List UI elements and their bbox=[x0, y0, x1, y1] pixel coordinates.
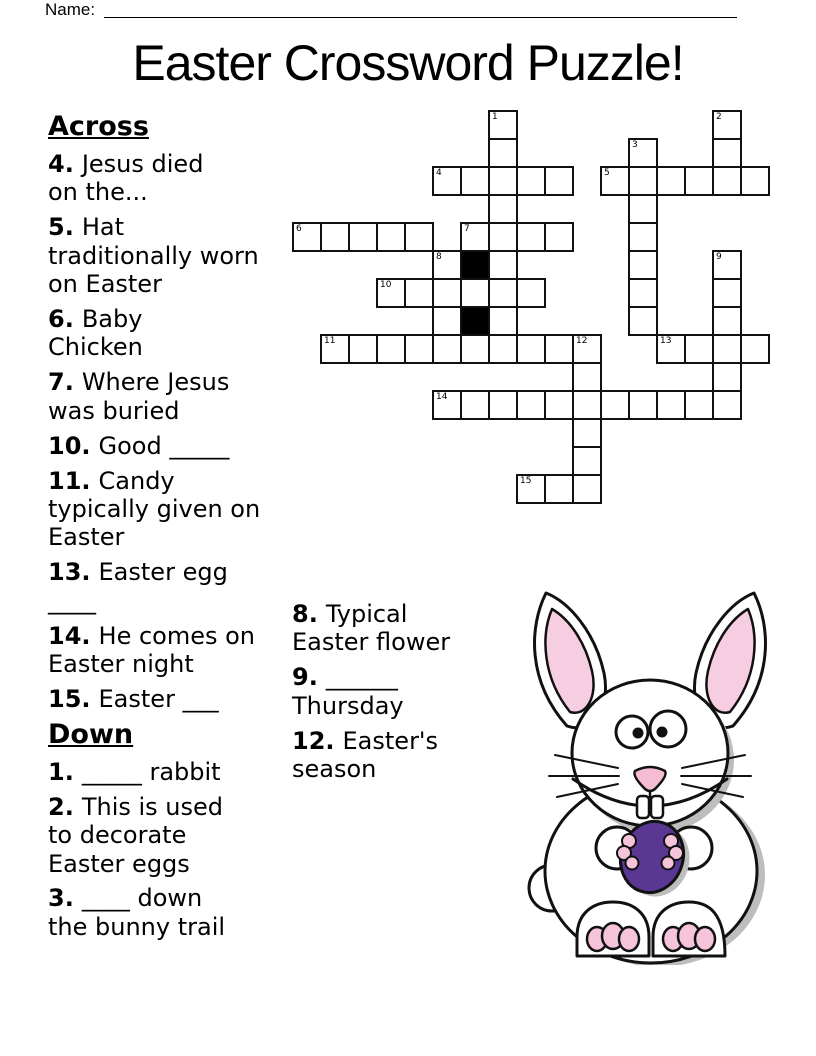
grid-cell bbox=[460, 166, 490, 196]
grid-cell bbox=[404, 278, 434, 308]
grid-cell bbox=[320, 222, 350, 252]
grid-cell bbox=[712, 362, 742, 392]
clue-line: on Easter bbox=[48, 270, 162, 299]
grid-cell bbox=[572, 334, 602, 364]
clue-number: 7. bbox=[48, 368, 74, 397]
grid-cell bbox=[656, 390, 686, 420]
grid-cell bbox=[572, 446, 602, 476]
clue-number: 8. bbox=[292, 600, 318, 628]
clue-line: was buried bbox=[48, 396, 180, 425]
grid-cell bbox=[600, 390, 630, 420]
clue-line: ____ bbox=[48, 586, 96, 615]
clue-7 bbox=[48, 368, 292, 425]
grid-cell-number: 1 bbox=[492, 112, 498, 122]
clue-number: 1. bbox=[48, 757, 74, 786]
clue-line: 14. He comes on bbox=[48, 621, 256, 650]
down-heading: Down bbox=[48, 718, 134, 750]
grid-cell bbox=[432, 390, 462, 420]
clue-line: traditionally worn bbox=[48, 241, 259, 270]
clue-number: 4. bbox=[48, 150, 74, 178]
grid-cell bbox=[516, 166, 546, 196]
clue-number: 9. bbox=[292, 663, 318, 692]
across-clues bbox=[48, 150, 292, 713]
clue-line: Easter flower bbox=[292, 628, 451, 657]
grid-cell bbox=[544, 222, 574, 252]
grid-cell bbox=[712, 334, 742, 364]
grid-cell bbox=[432, 250, 462, 280]
grid-cell-number: 6 bbox=[296, 224, 302, 234]
clue-line: 12. Easter's bbox=[292, 726, 439, 755]
grid-cell bbox=[488, 222, 518, 252]
grid-cell bbox=[348, 222, 378, 252]
grid-cell bbox=[572, 418, 602, 448]
clue-9 bbox=[292, 663, 532, 720]
clue-line: 10. Good _____ bbox=[48, 431, 230, 460]
grid-cell bbox=[460, 334, 490, 364]
grid-cell bbox=[572, 390, 602, 420]
grid-cell bbox=[348, 334, 378, 364]
clue-8 bbox=[292, 600, 532, 657]
clue-number: 5. bbox=[48, 213, 74, 242]
grid-cell-number: 15 bbox=[520, 476, 532, 486]
clue-line: 3. ____ down bbox=[48, 884, 203, 913]
clue-column-left bbox=[48, 112, 292, 948]
name-label: Name: bbox=[45, 0, 96, 19]
grid-cell-number: 14 bbox=[436, 392, 448, 402]
clue-line: 13. Easter egg bbox=[48, 558, 228, 587]
clue-15 bbox=[48, 685, 292, 713]
clue-number: 13. bbox=[48, 558, 91, 587]
clue-line: Thursday bbox=[292, 691, 404, 720]
clue-14 bbox=[48, 622, 292, 679]
grid-cell-number: 5 bbox=[604, 168, 610, 178]
grid-cell bbox=[628, 166, 658, 196]
clue-line: 15. Easter ___ bbox=[48, 684, 219, 713]
grid-cell bbox=[684, 166, 714, 196]
crossword-grid bbox=[292, 110, 770, 508]
grid-cell bbox=[432, 166, 462, 196]
clue-number: 11. bbox=[48, 466, 91, 495]
clue-line: 2. This is used bbox=[48, 792, 224, 821]
down-clues-right bbox=[292, 600, 532, 783]
down-clues-left bbox=[48, 758, 292, 941]
clue-3 bbox=[48, 884, 292, 941]
clue-5 bbox=[48, 213, 292, 298]
grid-cell bbox=[376, 334, 406, 364]
bunny-right-eye bbox=[650, 711, 686, 747]
grid-cell bbox=[656, 166, 686, 196]
clue-number: 10. bbox=[48, 431, 91, 460]
clue-4 bbox=[48, 150, 292, 207]
grid-cell bbox=[460, 278, 490, 308]
grid-cell bbox=[488, 278, 518, 308]
grid-cell bbox=[628, 306, 658, 336]
grid-cell bbox=[376, 278, 406, 308]
bunny-teeth bbox=[637, 796, 649, 818]
grid-cell bbox=[628, 278, 658, 308]
clue-line: typically given on bbox=[48, 494, 261, 523]
grid-cell bbox=[516, 474, 546, 504]
clue-line: 1. _____ rabbit bbox=[48, 757, 221, 786]
clue-2 bbox=[48, 793, 292, 878]
clue-column-middle bbox=[292, 600, 532, 790]
grid-cell bbox=[460, 222, 490, 252]
grid-cell-number: 4 bbox=[436, 168, 442, 178]
clue-line: Easter night bbox=[48, 650, 194, 678]
clue-1 bbox=[48, 758, 292, 786]
grid-cell bbox=[600, 166, 630, 196]
grid-cell bbox=[712, 250, 742, 280]
grid-cell bbox=[488, 334, 518, 364]
grid-cell-number: 9 bbox=[716, 252, 722, 262]
clue-10 bbox=[48, 432, 292, 460]
worksheet-title: Easter Crossword Puzzle! bbox=[132, 35, 684, 91]
grid-cell bbox=[432, 306, 462, 336]
clue-line: the bunny trail bbox=[48, 912, 226, 941]
grid-cell bbox=[572, 362, 602, 392]
grid-cell-number: 11 bbox=[324, 336, 336, 346]
grid-black-cell bbox=[460, 250, 490, 280]
grid-cell bbox=[516, 390, 546, 420]
grid-cell bbox=[488, 390, 518, 420]
grid-cell bbox=[292, 222, 322, 252]
clue-line: to decorate bbox=[48, 821, 187, 850]
clue-11 bbox=[48, 467, 292, 552]
clue-number: 12. bbox=[292, 726, 335, 755]
grid-cell bbox=[544, 474, 574, 504]
grid-cell bbox=[544, 334, 574, 364]
grid-cell bbox=[432, 278, 462, 308]
grid-cell bbox=[488, 166, 518, 196]
grid-cell-number: 2 bbox=[716, 112, 722, 122]
clue-line: 5. Hat bbox=[48, 213, 124, 242]
clue-13 bbox=[48, 558, 292, 615]
clue-6 bbox=[48, 305, 292, 362]
grid-cell bbox=[684, 390, 714, 420]
grid-cell bbox=[712, 166, 742, 196]
clue-line: 11. Candy bbox=[48, 466, 175, 495]
grid-cell bbox=[488, 194, 518, 224]
easter-bunny-illustration bbox=[525, 585, 775, 965]
grid-cell bbox=[544, 166, 574, 196]
clue-line: 8. Typical bbox=[292, 600, 408, 628]
grid-cell bbox=[740, 334, 770, 364]
grid-cell bbox=[488, 110, 518, 140]
clue-line: Chicken bbox=[48, 333, 143, 362]
grid-cell bbox=[628, 250, 658, 280]
grid-cell bbox=[516, 222, 546, 252]
grid-cell bbox=[628, 194, 658, 224]
grid-cell bbox=[712, 278, 742, 308]
grid-black-cell bbox=[460, 306, 490, 336]
grid-cell bbox=[432, 334, 462, 364]
clue-line: Easter eggs bbox=[48, 849, 190, 878]
clue-line: 7. Where Jesus bbox=[48, 368, 230, 397]
grid-cell bbox=[320, 334, 350, 364]
clue-number: 3. bbox=[48, 884, 74, 913]
grid-cell bbox=[656, 334, 686, 364]
grid-cell-number: 10 bbox=[380, 280, 392, 290]
grid-cell bbox=[404, 334, 434, 364]
grid-cell bbox=[488, 138, 518, 168]
grid-cell-number: 7 bbox=[464, 224, 470, 234]
clue-number: 6. bbox=[48, 305, 74, 334]
clue-line: Easter bbox=[48, 523, 125, 552]
grid-cell bbox=[572, 474, 602, 504]
name-blank-line bbox=[104, 16, 737, 18]
grid-cell bbox=[516, 334, 546, 364]
grid-cell bbox=[712, 110, 742, 140]
clue-line: 4. Jesus died bbox=[48, 150, 204, 178]
clue-number: 15. bbox=[48, 684, 91, 713]
clue-line: 6. Baby bbox=[48, 305, 143, 334]
grid-cell bbox=[740, 166, 770, 196]
grid-cell bbox=[460, 390, 490, 420]
grid-cell-number: 12 bbox=[576, 336, 588, 346]
across-heading: Across bbox=[48, 111, 149, 142]
grid-cell-number: 3 bbox=[632, 140, 638, 150]
clue-12 bbox=[292, 727, 532, 784]
grid-cell bbox=[628, 138, 658, 168]
grid-cell-number: 8 bbox=[436, 252, 442, 262]
clue-line: on the... bbox=[48, 178, 148, 207]
grid-cell bbox=[376, 222, 406, 252]
clue-line: season bbox=[292, 755, 377, 784]
grid-cell bbox=[628, 390, 658, 420]
grid-cell bbox=[712, 306, 742, 336]
grid-cell bbox=[544, 390, 574, 420]
clue-number: 14. bbox=[48, 621, 91, 650]
grid-cell bbox=[488, 250, 518, 280]
grid-cell bbox=[712, 390, 742, 420]
clue-line: 9. ______ bbox=[292, 663, 398, 692]
grid-cell bbox=[628, 222, 658, 252]
clue-number: 2. bbox=[48, 792, 74, 821]
grid-cell bbox=[488, 306, 518, 336]
grid-cell bbox=[712, 138, 742, 168]
grid-cell bbox=[684, 334, 714, 364]
grid-cell bbox=[404, 222, 434, 252]
grid-cell-number: 13 bbox=[660, 336, 672, 346]
grid-cell bbox=[516, 278, 546, 308]
